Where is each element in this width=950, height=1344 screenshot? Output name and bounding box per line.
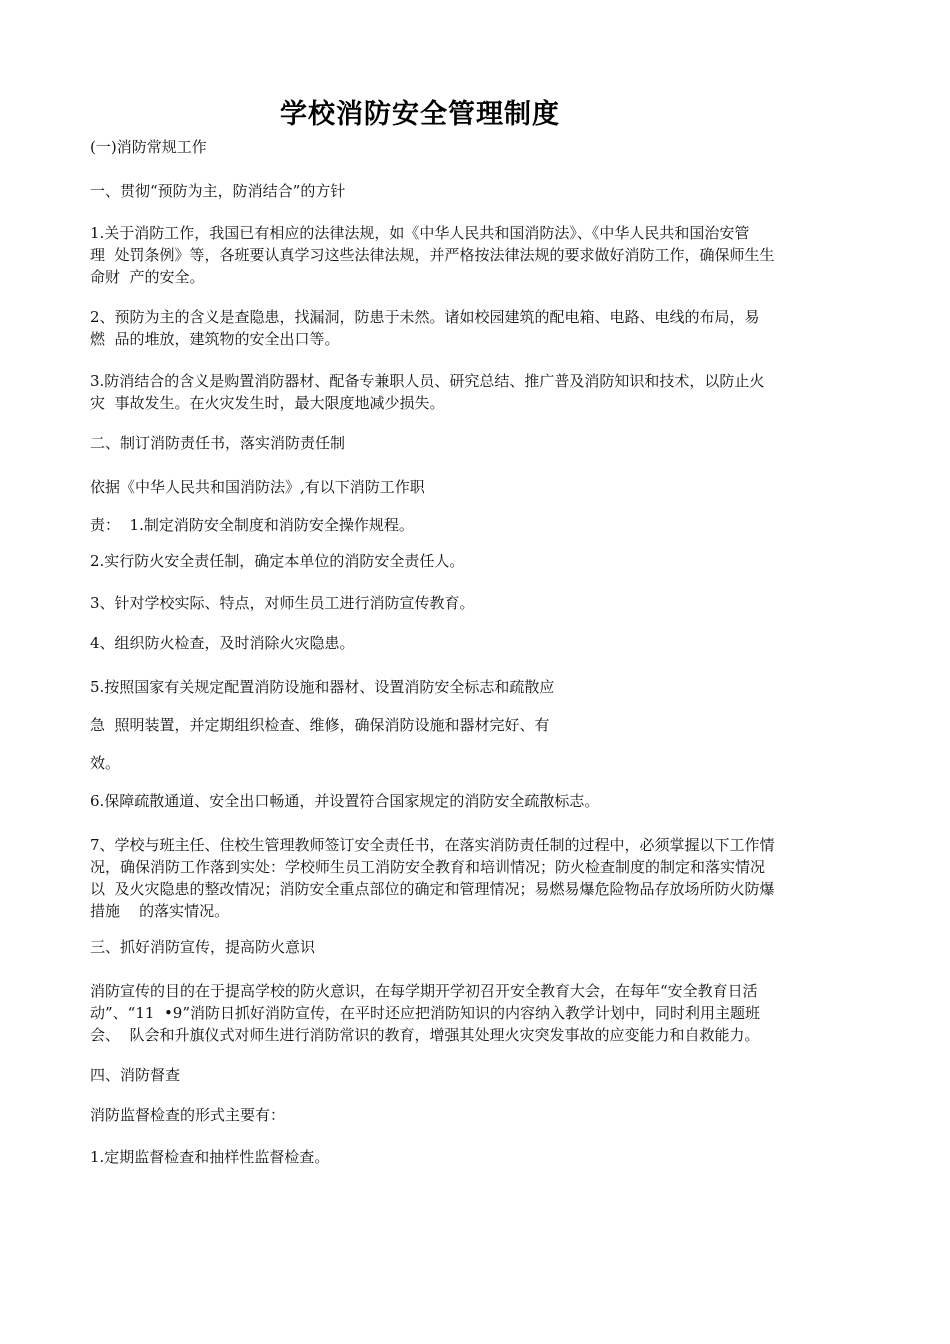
text-line: 灾 事故发生。在火灾发生时，最大限度地减少损失。 [90,394,445,412]
text-line: 一、贯彻“预防为主，防消结合”的方针 [90,182,346,200]
text-line: 三、抓好消防宣传，提高防火意识 [90,938,316,956]
text-line: 命财 产的安全。 [90,268,205,286]
text-line: 消防监督检查的形式主要有： [90,1106,286,1124]
text-line: 6.保障疏散通道、安全出口畅通，并设置符合国家规定的消防安全疏散标志。 [90,792,600,810]
text-line: 措施 的落实情况。 [90,902,230,920]
text-line: 3.防消结合的含义是购置消防器材、配备专兼职人员、研究总结、推广普及消防知识和技术，以防止火 [90,372,765,390]
paragraph [90,550,870,572]
paragraph [90,514,870,536]
text-line: 效。 [90,754,121,772]
paragraph [90,980,870,1046]
text-line: 依据《中华人民共和国消防法》,有以下消防工作职 [90,478,425,496]
section-heading [90,1064,870,1086]
paragraph [90,714,870,736]
text-line: 理 处罚条例》等，各班要认真学习这些法律法规，并严格按法律法规的要求做好消防工作，确保师生生 [90,246,775,264]
section-heading [90,432,870,454]
text-line: 2、预防为主的含义是查隐患，找漏洞，防患于未然。诸如校园建筑的配电箱、电路、电线的布局，易 [90,308,760,326]
paragraph [90,632,870,654]
paragraph [90,222,870,288]
text-line: 动”、“11 •9”消防日抓好消防宣传，在平时还应把消防知识的内容纳入教学计划中，同时利用主题班 [90,1004,761,1022]
text-line: 急 照明装置，并定期组织检查、维修，确保消防设施和器材完好、有 [90,716,550,734]
text-line: 燃 品的堆放，建筑物的安全出口等。 [90,330,340,348]
text-line: 责： 1.制定消防安全制度和消防安全操作规程。 [90,516,414,534]
section-heading [90,180,870,202]
paragraph [90,676,870,698]
text-line: 四、消防督查 [90,1066,181,1084]
text-line: 以 及火灾隐患的整改情况；消防安全重点部位的确定和管理情况；易燃易爆危险物品存放场所防火防爆 [90,880,775,898]
text-line: 4、组织防火检查，及时消除火灾隐患。 [90,634,355,652]
text-line: 二、制订消防责任书，落实消防责任制 [90,434,346,452]
paragraph [90,1146,870,1168]
text-line: 会、 队会和升旗仪式对师生进行消防常识的教育，增强其处理火灾突发事故的应变能力和自救能力。 [90,1026,760,1044]
text-line: 2.实行防火安全责任制，确定本单位的消防安全责任人。 [90,552,465,570]
section-heading [90,936,870,958]
paragraph [90,834,870,922]
paragraph [90,370,870,414]
text-line: 消防宣传的目的在于提高学校的防火意识，在每学期开学初召开安全教育大会，在每年“安全教育日活 [90,982,758,1000]
text-line: 3、针对学校实际、特点，对师生员工进行消防宣传教育。 [90,594,475,612]
text-line: (一)消防常规工作 [90,138,207,156]
text-line: 1.定期监督检查和抽样性监督检查。 [90,1148,330,1166]
text-line: 5.按照国家有关规定配置消防设施和器材、设置消防安全标志和疏散应 [90,678,555,696]
paragraph [90,306,870,350]
paragraph [90,790,870,812]
paragraph [90,476,870,498]
text-line: 况，确保消防工作落到实处：学校师生员工消防安全教育和培训情况；防火检查制度的制定和落实情况 [90,858,766,876]
text-line: 1.关于消防工作，我国已有相应的法律法规，如《中华人民共和国消防法》、《中华人民共和国治安管 [90,224,750,242]
paragraph [90,592,870,614]
paragraph [90,1104,870,1126]
document-title: 学校消防安全管理制度 [280,99,560,130]
section-heading [90,136,870,158]
text-line: 7、学校与班主任、住校生管理教师签订安全责任书，在落实消防责任制的过程中，必须掌握以下工作情 [90,836,775,854]
paragraph [90,752,870,774]
